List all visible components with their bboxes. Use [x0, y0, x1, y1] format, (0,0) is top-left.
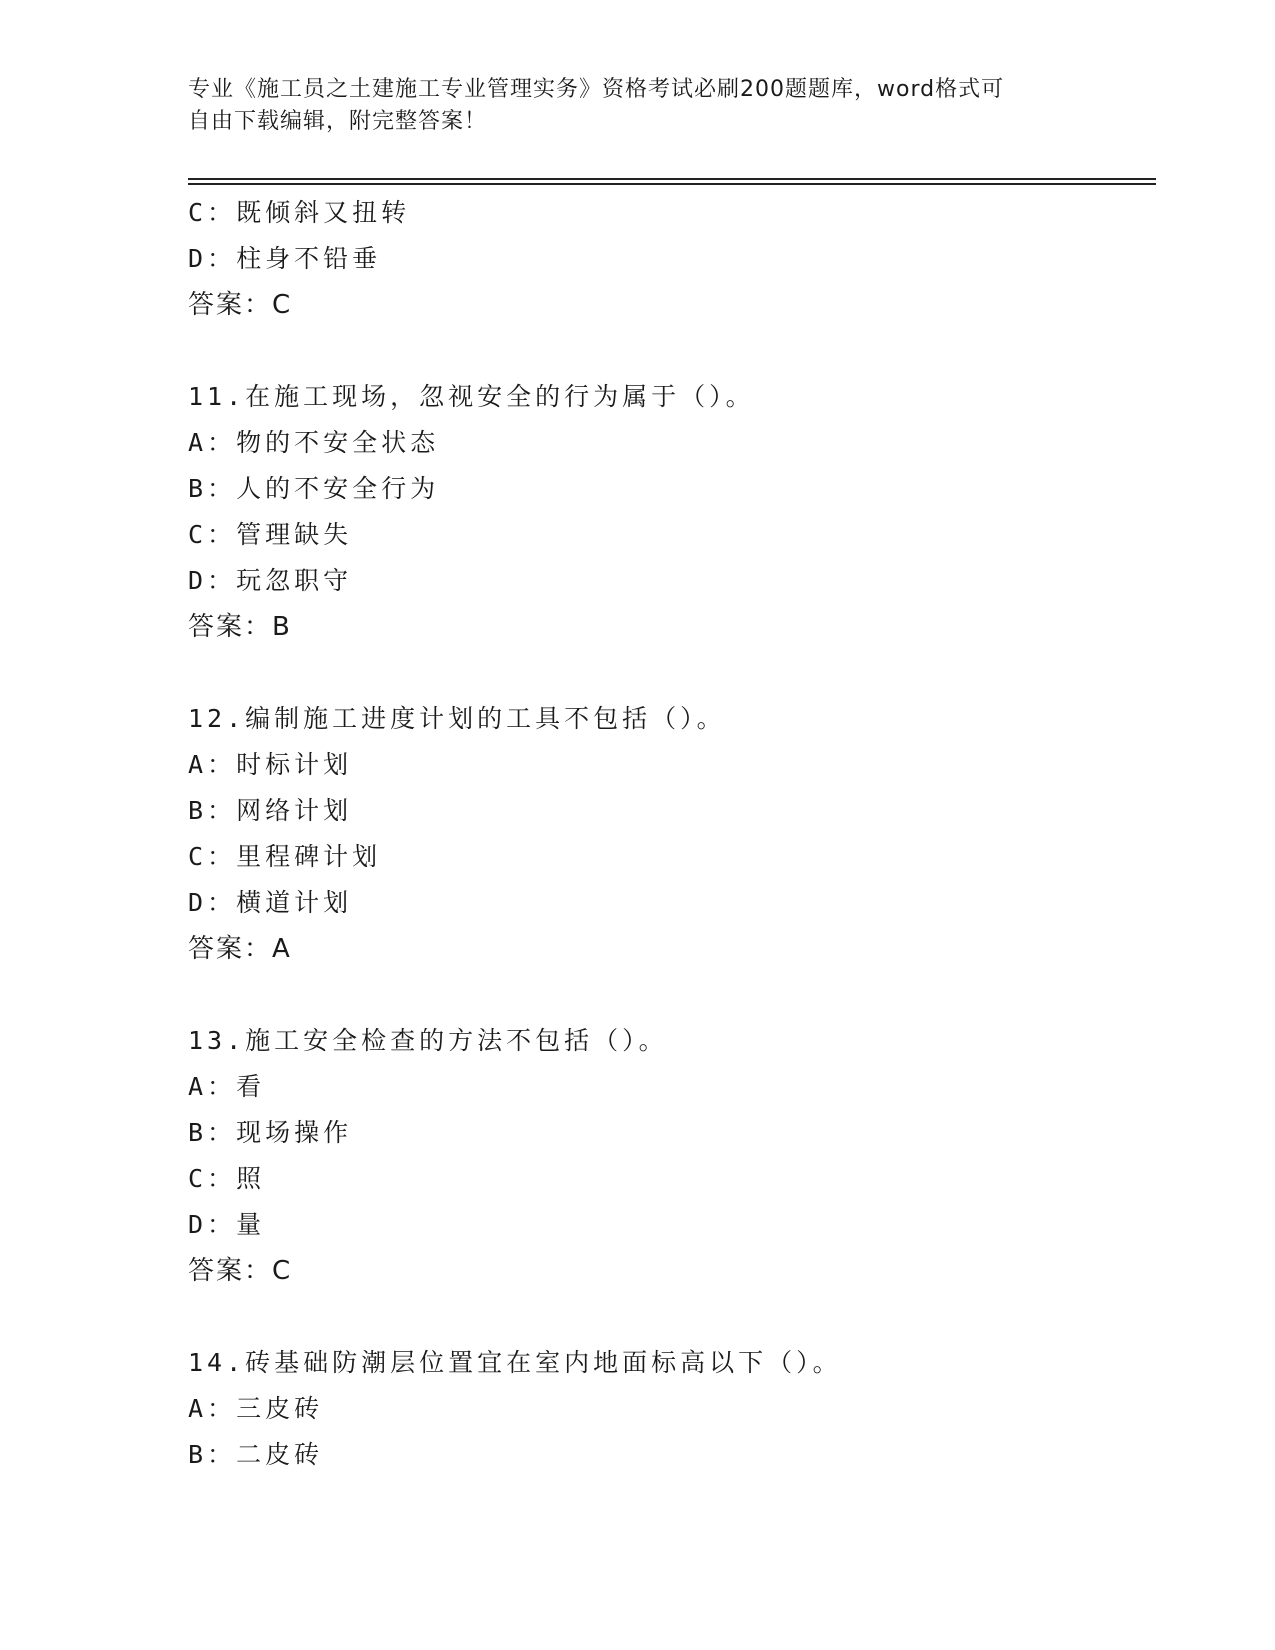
question-stem: 14.砖基础防潮层位置宜在室内地面标高以下（）。 [188, 1348, 842, 1377]
option-b [188, 466, 1156, 512]
answer-line: 答案：C [188, 290, 293, 320]
option-b [188, 788, 1156, 834]
option-text: 既倾斜又扭转 [236, 198, 411, 227]
option-d [188, 880, 1156, 926]
option-label: A： [188, 428, 237, 457]
option-b [188, 1432, 1156, 1478]
option-text: 柱身不铅垂 [236, 244, 382, 273]
option-label: A： [188, 1394, 237, 1423]
option-label: C： [188, 198, 237, 227]
question-block [188, 374, 1156, 650]
option-text: 管理缺失 [236, 520, 353, 549]
option-text: 现场操作 [236, 1118, 353, 1147]
question-list [188, 190, 1156, 1478]
spacer [188, 328, 1156, 374]
option-label: D： [188, 244, 237, 273]
option-text: 照 [236, 1164, 266, 1193]
option-label: A： [188, 750, 237, 779]
spacer [188, 650, 1156, 696]
option-d [188, 1202, 1156, 1248]
option-text: 二皮砖 [236, 1440, 324, 1469]
question-stem: 11.在施工现场，忽视安全的行为属于（）。 [188, 382, 755, 411]
option-label: D： [188, 1210, 237, 1239]
option-c [188, 1156, 1156, 1202]
option-label: B： [188, 796, 237, 825]
question-block [188, 1340, 1156, 1478]
option-label: D： [188, 566, 237, 595]
option-b [188, 1110, 1156, 1156]
question-block [188, 1018, 1156, 1294]
option-label: B： [188, 474, 237, 503]
option-text: 量 [236, 1210, 266, 1239]
document-header [188, 74, 1088, 138]
option-label: B： [188, 1440, 237, 1469]
header-divider-bottom [188, 183, 1156, 185]
option-a [188, 1386, 1156, 1432]
option-text: 网络计划 [236, 796, 353, 825]
question-block-prev [188, 190, 1156, 328]
option-c [188, 190, 1156, 236]
question-block [188, 696, 1156, 972]
option-text: 物的不安全状态 [236, 428, 440, 457]
option-text: 人的不安全行为 [236, 474, 440, 503]
question-stem: 13.施工安全检查的方法不包括（）。 [188, 1026, 668, 1055]
question-stem: 12.编制施工进度计划的工具不包括（）。 [188, 704, 726, 733]
option-label: C： [188, 520, 237, 549]
spacer [188, 972, 1156, 1018]
option-text: 时标计划 [236, 750, 353, 779]
option-a [188, 742, 1156, 788]
option-text: 玩忽职守 [236, 566, 353, 595]
option-c [188, 512, 1156, 558]
answer-line: 答案：C [188, 1256, 293, 1286]
option-a [188, 1064, 1156, 1110]
header-divider-top [188, 178, 1156, 180]
option-text: 横道计划 [236, 888, 353, 917]
option-label: C： [188, 1164, 237, 1193]
option-label: A： [188, 1072, 237, 1101]
option-text: 三皮砖 [236, 1394, 324, 1423]
answer-line: 答案：B [188, 612, 292, 642]
option-label: D： [188, 888, 237, 917]
spacer [188, 1294, 1156, 1340]
option-text: 看 [236, 1072, 266, 1101]
option-label: C： [188, 842, 237, 871]
header-line-2: 自由下载编辑，附完整答案！ [188, 109, 488, 134]
option-d [188, 558, 1156, 604]
option-text: 里程碑计划 [236, 842, 382, 871]
answer-line: 答案：A [188, 934, 292, 964]
option-label: B： [188, 1118, 237, 1147]
option-a [188, 420, 1156, 466]
header-line-1: 专业《施工员之土建施工专业管理实务》资格考试必刷200题题库，word格式可 [188, 77, 1005, 102]
option-c [188, 834, 1156, 880]
option-d [188, 236, 1156, 282]
